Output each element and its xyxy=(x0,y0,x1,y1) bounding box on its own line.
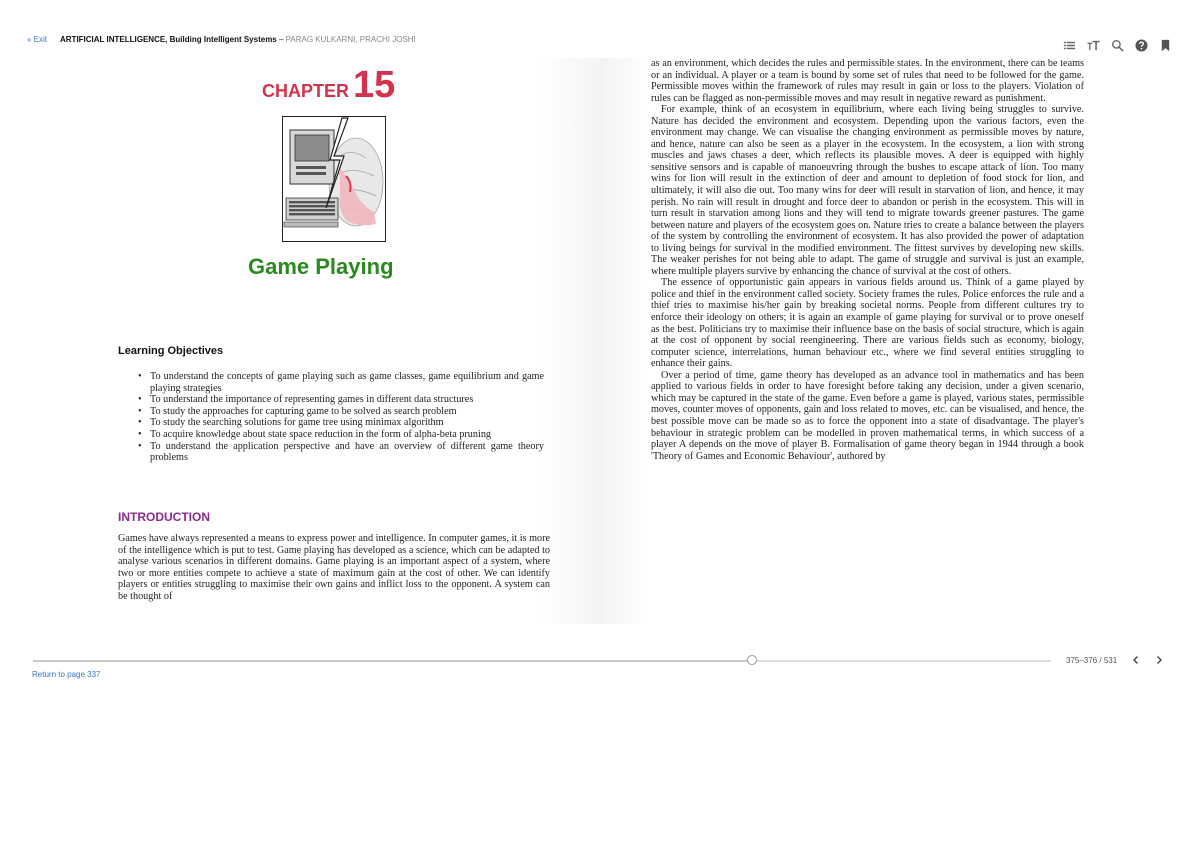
page-count: 375–376 / 531 xyxy=(1066,656,1118,665)
chevron-right-icon xyxy=(1154,655,1164,665)
body-paragraph: The essence of opportunistic gain appears in various fields around us. Think of a game played by police and thief in the environment called society. Society frames the rules. Police enforces the rule and a thief tries to maximise his/her gain by breaking societal norms. People from different cultures try to enforce their ideology on others; it is again an example of game playing for survival or to prove oneself as the best. Politicians try to maximise their influence base on the basis of social structure, which is again at the cost of opponent by social reengineering. There are various fields such as economy, biology, computer science, interrelations, human behaviour etc., where we find several entities struggling to enhance their gains. xyxy=(651,277,1084,370)
search-icon[interactable] xyxy=(1110,38,1124,52)
help-icon[interactable] xyxy=(1134,38,1148,52)
body-paragraph: Over a period of time, game theory has developed as an advance tool in mathematics and has been applied to various fields in order to have foresight before taking any decision, under a given scenario, which may be captured in the state of the game. Even before a game is played, various states, permissible moves, counter moves of opponents, gain and loss related to moves, etc. can be visualised, and hence, the best possible move can be made so as to force the opponent into a state of disadvantage. The player's behaviour in strategic problem can be modelled in proven mathematical terms, in which success of a player A depends on the move of player B. Formalisation of game theory began in 1944 through a book 'Theory of Games and Economic Behaviour', authored by xyxy=(651,369,1084,462)
book-title: ARTIFICIAL INTELLIGENCE, Building Intelligent Systems xyxy=(60,35,277,44)
learning-objectives-list xyxy=(137,371,544,464)
list-item: • To study the approaches for capturing game to be solved as search problem xyxy=(137,406,544,418)
progress-slider-fill xyxy=(33,660,752,662)
right-page-text xyxy=(651,58,1084,462)
list-item: • To acquire knowledge about state space reduction in the form of alpha-beta pruning xyxy=(137,429,544,441)
introduction-heading: INTRODUCTION xyxy=(118,510,210,524)
chapter-title: Game Playing xyxy=(248,254,394,279)
reader-toolbar xyxy=(1062,38,1172,52)
body-paragraph: For example, think of an ecosystem in equilibrium, where each living being struggles to survive. Nature has decided the environment and ecosystem. Depending upon the various factors, even the environment may change. We can visualise the changing environment as permissible moves by nature, and hence, nature can also be seen as a player in the ecosystem. In the ecosystem, a lion with strong muscles and jaws chases a deer, which reflects its plausible moves. A deer is equipped with highly sensitive sensors and is capable of manoeuvring through the bushes to escape attack of lion. Too many wins for lion will result in the extinction of deer and amount to depletion of food stock for lion, and ultimately, it will also die out. Too many wins for deer will result in starvation of lion, and hence, it may perish. No rain will result in drought and force deer to abandon or perish in the ecosystem. This will in turn result in starvation among lions and they will tend to migrate towards greener pastures. The game between nature and players of the ecosystem goes on. Nature tries to create a balance between the players of the system by controlling the environment of ecosystem. It has also provided the power of adaptation to living beings for survival in the modified environment. The fittest survives by developing new skills. The weaker perishes for not being able to adapt. The game of struggle and survival is just an example, where multiple players survive by enhancing the chance of survival at the cost of others. xyxy=(651,104,1084,277)
right-page xyxy=(600,58,1200,624)
chapter-word: CHAPTER xyxy=(262,81,350,101)
list-item: • To study the searching solutions for game tree using minimax algorithm xyxy=(137,417,544,429)
list-item: • To understand the importance of representing games in different data structures xyxy=(137,394,544,406)
progress-slider-track[interactable] xyxy=(33,660,1051,662)
list-item: • To understand the application perspective and have an overview of different game theory problems xyxy=(137,441,544,464)
list-item: • To understand the concepts of game playing such as game classes, game equilibrium and game playing strategies xyxy=(137,371,544,394)
return-to-page-link[interactable]: Return to page 337 xyxy=(32,670,101,679)
text-size-icon[interactable] xyxy=(1086,38,1100,52)
previous-page-button[interactable] xyxy=(1129,653,1143,667)
introduction-paragraph: Games have always represented a means to express power and intelligence. In computer games, it is more of the intelligence which is put to test. Game playing has developed as a science, which can be adapted to analyse various scenarios in different domains. Game playing is an important aspect of a system, where two or more entities compete to achieve a state of maximum gain at the cost of other. We can identify players or entities struggling to maximise their own gains and inflict loss to the opponent. A system can be thought of xyxy=(118,533,550,602)
left-page xyxy=(0,58,600,624)
learning-objectives-heading: Learning Objectives xyxy=(118,345,224,357)
reader-topbar xyxy=(0,0,1200,58)
chapter-illustration xyxy=(282,116,386,242)
chapter-heading xyxy=(262,64,395,107)
progress-slider-handle[interactable] xyxy=(747,655,757,665)
toc-icon[interactable] xyxy=(1062,38,1076,52)
book-authors: PARAG KULKARNI, PRACHI JOSHI xyxy=(285,35,416,44)
chapter-number: 15 xyxy=(353,64,396,106)
exit-link[interactable]: « Exit xyxy=(27,35,48,44)
book-title-bar xyxy=(60,35,416,44)
title-separator: – xyxy=(276,35,286,44)
body-paragraph: as an environment, which decides the rules and permissible states. In the environment, there can be teams or an individual. A player or a team is bound by some set of rules that need to be followed for the game. Permissible moves within the framework of rules may result in gain or loss to the players. Violation of rules can be flagged as non-permissible moves and may result in negative reward as punishment. xyxy=(651,58,1084,104)
chevron-left-icon xyxy=(1131,655,1141,665)
computer-icon xyxy=(284,130,338,227)
next-page-button[interactable] xyxy=(1152,653,1166,667)
bookmark-icon[interactable] xyxy=(1158,38,1172,52)
